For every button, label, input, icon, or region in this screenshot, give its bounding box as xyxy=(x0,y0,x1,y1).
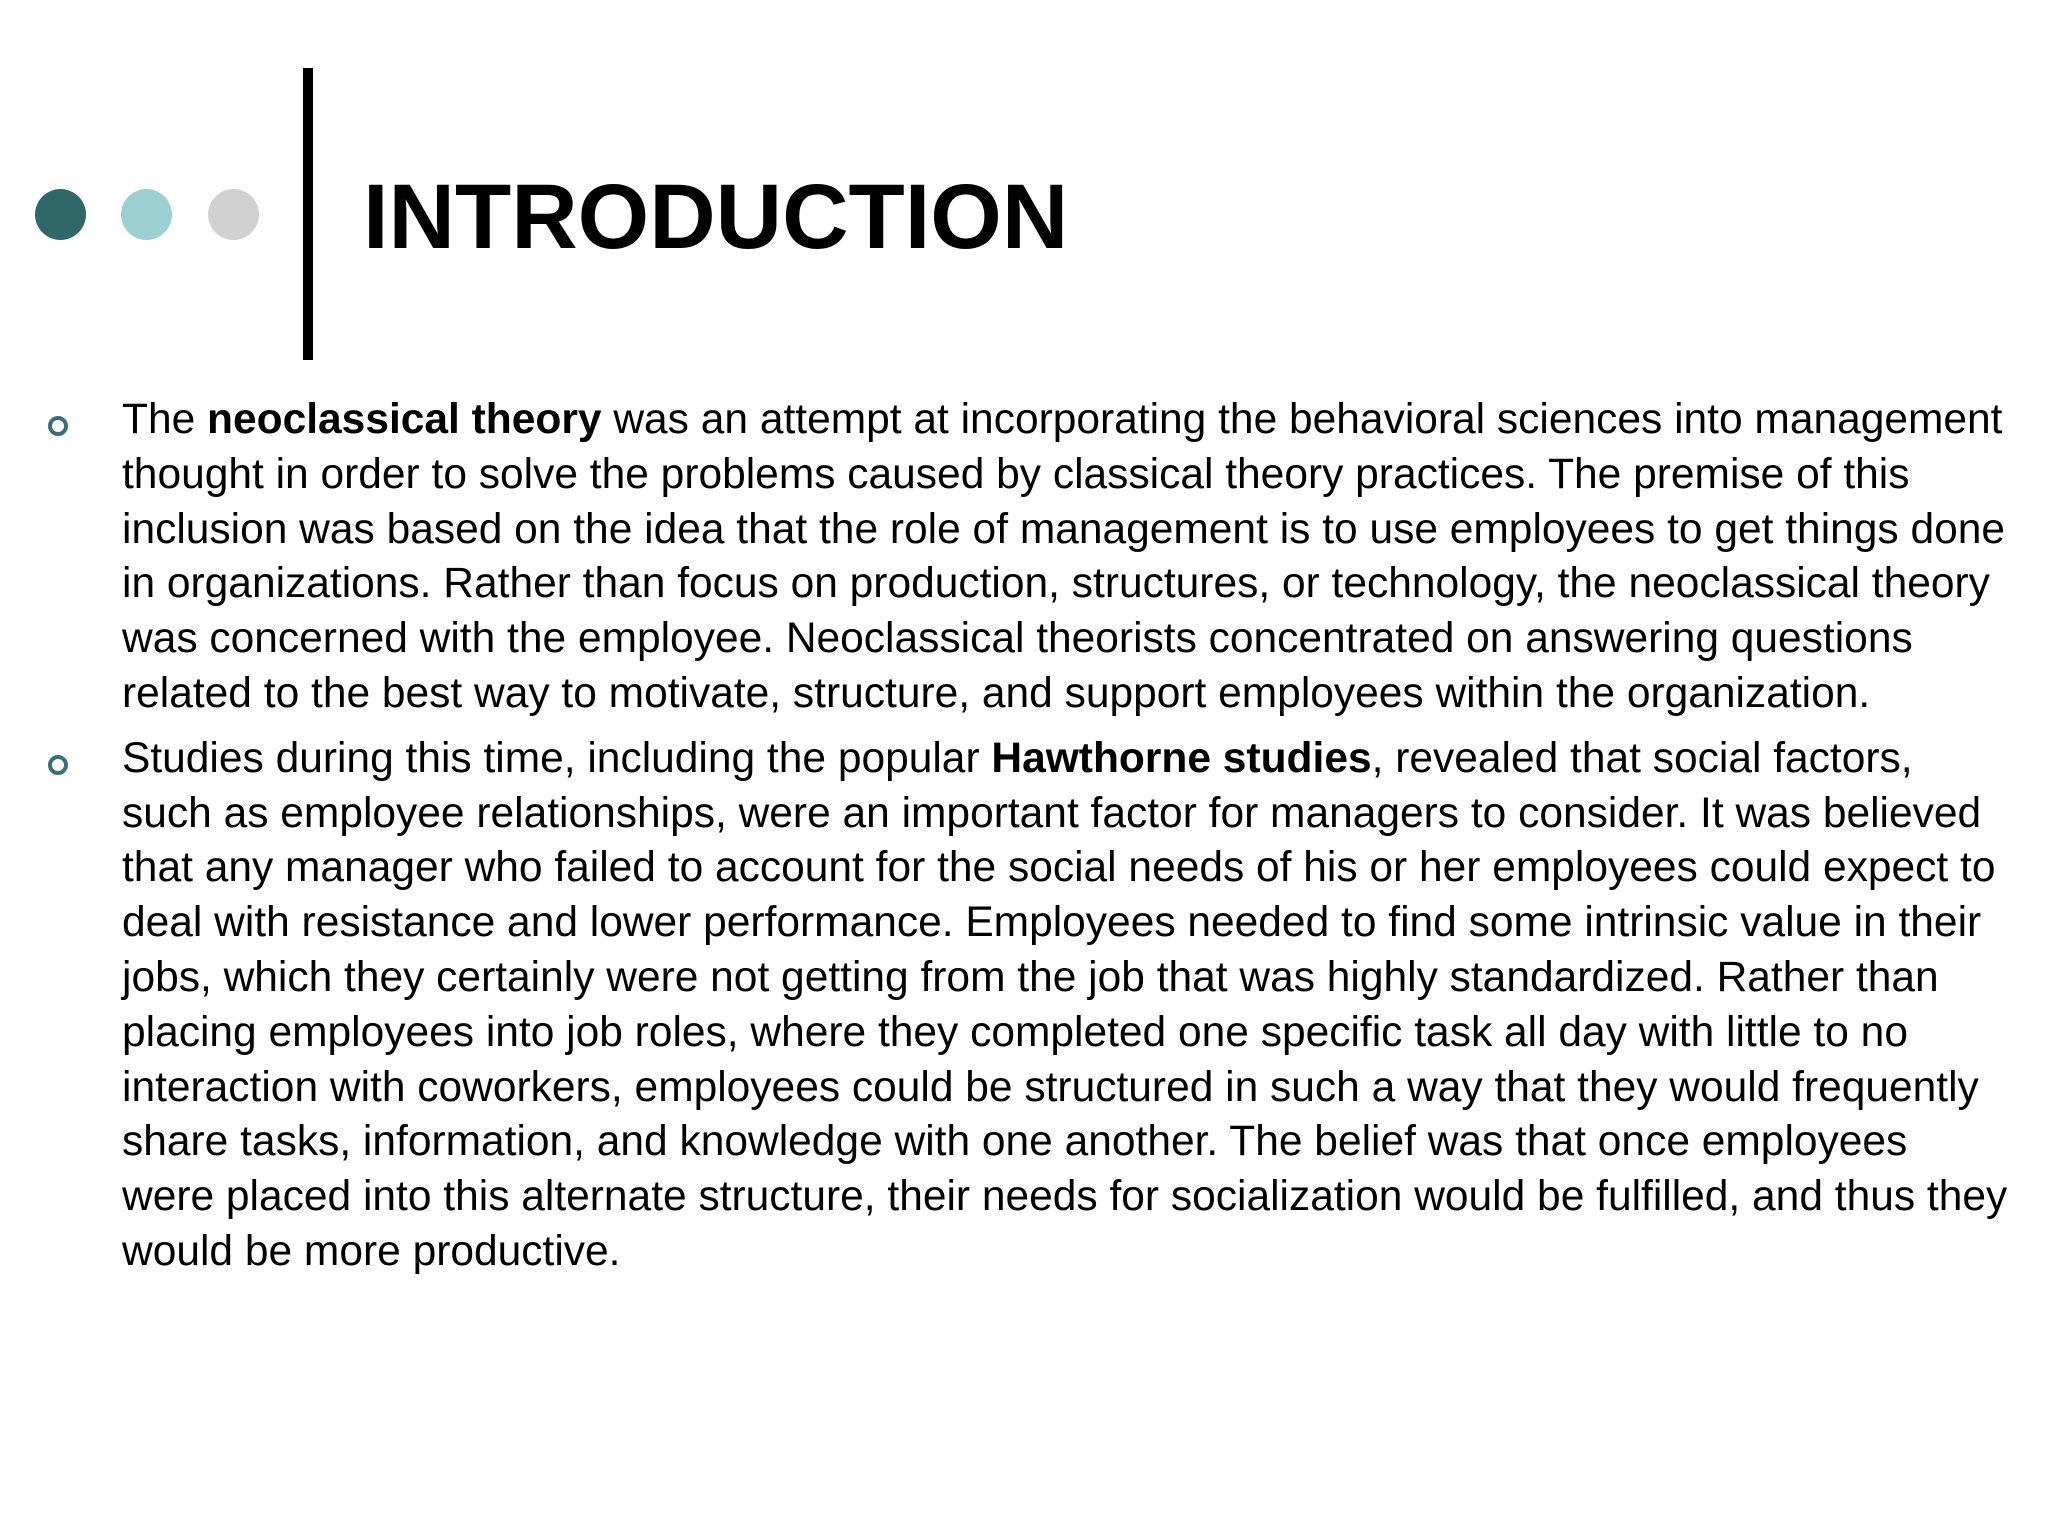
bullet-text-rest: was an attempt at incorporating the behavioral sciences into management thought in order to solve the problems caused by classical theory practices. The premise of this inclusion was based on the idea that the role of management is to use employees to get things done in organizations. Rather than focus on production, structures, or technology, the neoclassical theory was concerned with the employee. Neoclassical theorists concentrated on answering questions related to the best way to motivate, structure, and support employees within the organization. xyxy=(122,396,2006,717)
title-divider xyxy=(303,68,313,360)
bullet-text-start: The xyxy=(122,396,208,443)
bullet-text xyxy=(122,393,2008,722)
bold-term-hawthorne-studies: Hawthorne studies xyxy=(991,734,1372,782)
bullet-circle-icon xyxy=(48,416,68,436)
bullet-text-rest: , revealed that social factors, such as employee relationships, were an important factor for managers to consider. It was believed that any manager who failed to account for the social needs of his or her employees could expect to deal with resistance and lower performance. Employees needed to find some intrinsic value in their jobs, which they certainly were not getting from the job that was highly standardized. Rather than placing employees into job roles, where they completed one specific task all day with little to no interaction with coworkers, employees could be structured in such a way that they would frequently share tasks, information, and knowledge with one another. The belief was that once employees were placed into this alternate structure, their needs for socialization would be fulfilled, and thus they would be more productive. xyxy=(122,734,2008,1275)
bullet-text-start: Studies during this time, including the popular xyxy=(122,734,992,782)
bullet-item-neoclassical-theory xyxy=(0,393,2048,722)
dark-teal-dot xyxy=(35,189,86,240)
slide-title: INTRODUCTION xyxy=(363,166,1069,268)
bullet-circle-icon xyxy=(48,755,68,775)
bullet-list xyxy=(0,393,2048,1290)
light-teal-dot xyxy=(121,189,172,240)
bold-term-neoclassical-theory: neoclassical theory xyxy=(207,396,602,443)
bullet-text xyxy=(122,732,2008,1280)
grey-dot xyxy=(208,189,259,240)
bullet-item-hawthorne-studies xyxy=(0,732,2048,1280)
